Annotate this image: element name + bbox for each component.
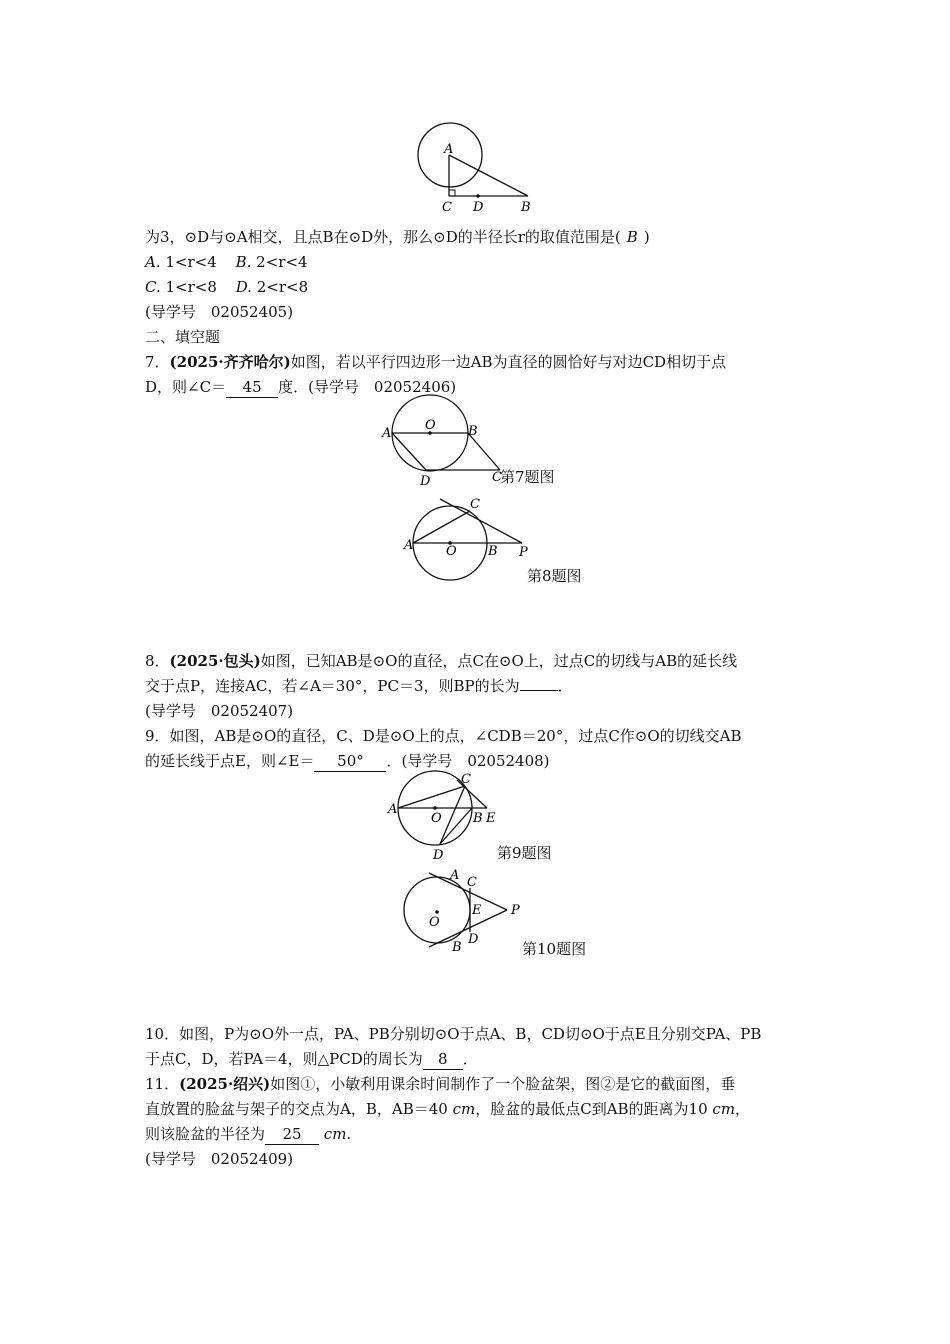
q10-line2: 于点C，D，若PA＝4，则△PCD的周长为 8 ． xyxy=(145,1050,478,1068)
fig10-label-b: B xyxy=(452,940,462,955)
fig8-label-c: C xyxy=(470,497,480,512)
fig7-label-d: D xyxy=(420,474,431,489)
q7-answer: 45 xyxy=(226,377,278,398)
figure-q10 xyxy=(395,868,535,958)
q9-line1: 9．如图，AB是⊙O的直径，C、D是⊙O上的点，∠CDB＝20°，过点C作⊙O的切线交AB xyxy=(145,727,742,745)
q11-line3: 则该脸盆的半径为 25 cm. xyxy=(145,1125,352,1143)
q7-caption: 第7题图 xyxy=(500,468,555,486)
fig10-label-d: D xyxy=(468,932,479,947)
q9-line2: 的延长线于点E，则∠E＝ 50° ．(导学号 02052408) xyxy=(145,752,550,770)
fig9-label-b: B xyxy=(473,811,483,826)
fig7-label-a: A xyxy=(382,426,392,441)
q6-options-cd: C. 1<r<8 D. 2<r<8 xyxy=(145,278,309,296)
fig10-label-p: P xyxy=(511,903,520,918)
fig10-label-o: O xyxy=(429,915,440,930)
fig6-label-b: B xyxy=(521,200,531,215)
fig10-label-e: E xyxy=(472,903,482,918)
fig8-label-p: P xyxy=(519,545,528,560)
fig8-label-a: A xyxy=(404,538,414,553)
q11-line2: 直放置的脸盆与架子的交点为A，B，AB＝40 cm，脸盆的最低点C到AB的距离为10 cm， xyxy=(145,1100,751,1118)
q8-ref: (导学号 02052407) xyxy=(145,702,294,720)
fig9-label-c: C xyxy=(461,772,471,787)
q8-answer xyxy=(520,690,558,691)
q8-line2: 交于点P，连接AC，若∠A＝30°，PC＝3，则BP的长为 ． xyxy=(145,677,573,695)
q6-ref: (导学号 02052405) xyxy=(145,303,294,321)
q6-text: 为3，⊙D与⊙A相交，且点B在⊙D外，那么⊙D的半径长r的取值范围是( B ) xyxy=(145,228,650,246)
q9-answer: 50° xyxy=(314,751,386,772)
figure-q9 xyxy=(385,770,515,865)
q11-line1: 11．(2025·绍兴)如图①，小敏利用课余时间制作了一个脸盆架，图②是它的截面图，垂 xyxy=(145,1075,736,1093)
fig9-label-d: D xyxy=(433,848,444,863)
q10-line1: 10．如图，P为⊙O外一点，PA、PB分别切⊙O于点A、B，CD切⊙O于点E且分别交PA、PB xyxy=(145,1025,762,1043)
q7-line1: 7．(2025·齐齐哈尔)如图，若以平行四边形一边AB为直径的圆恰好与对边CD相切于点 xyxy=(145,353,727,371)
fig9-label-e: E xyxy=(486,811,496,826)
fig9-label-o: O xyxy=(431,811,442,826)
fig7-label-o: O xyxy=(425,418,436,433)
q10-caption: 第10题图 xyxy=(522,940,587,958)
section-title: 二、填空题 xyxy=(145,328,221,346)
q6-options-ab: A. 1<r<4 B. 2<r<4 xyxy=(145,253,308,271)
q8-line1: 8．(2025·包头)如图，已知AB是⊙O的直径，点C在⊙O上，过点C的切线与AB的延长线 xyxy=(145,652,738,670)
fig7-label-b: B xyxy=(468,424,478,439)
q6-answer: B xyxy=(626,228,638,246)
fig8-label-o: O xyxy=(446,544,457,559)
q10-answer: 8 xyxy=(423,1049,463,1070)
q7-line2: D，则∠C＝ 45 度．(导学号 02052406) xyxy=(145,378,457,396)
fig7-label-c: C xyxy=(492,470,502,485)
fig10-label-a: A xyxy=(450,868,460,883)
q8-caption: 第8题图 xyxy=(527,567,582,585)
fig9-label-a: A xyxy=(388,802,398,817)
fig6-label-a: A xyxy=(444,142,454,157)
fig10-label-c: C xyxy=(467,875,477,890)
q9-caption: 第9题图 xyxy=(497,844,552,862)
fig8-label-b: B xyxy=(488,544,498,559)
fig6-label-d: D xyxy=(473,200,484,215)
q11-ref: (导学号 02052409) xyxy=(145,1150,294,1168)
q11-answer: 25 xyxy=(265,1124,319,1145)
figure-q6 xyxy=(400,120,550,220)
fig6-label-c: C xyxy=(442,200,452,215)
